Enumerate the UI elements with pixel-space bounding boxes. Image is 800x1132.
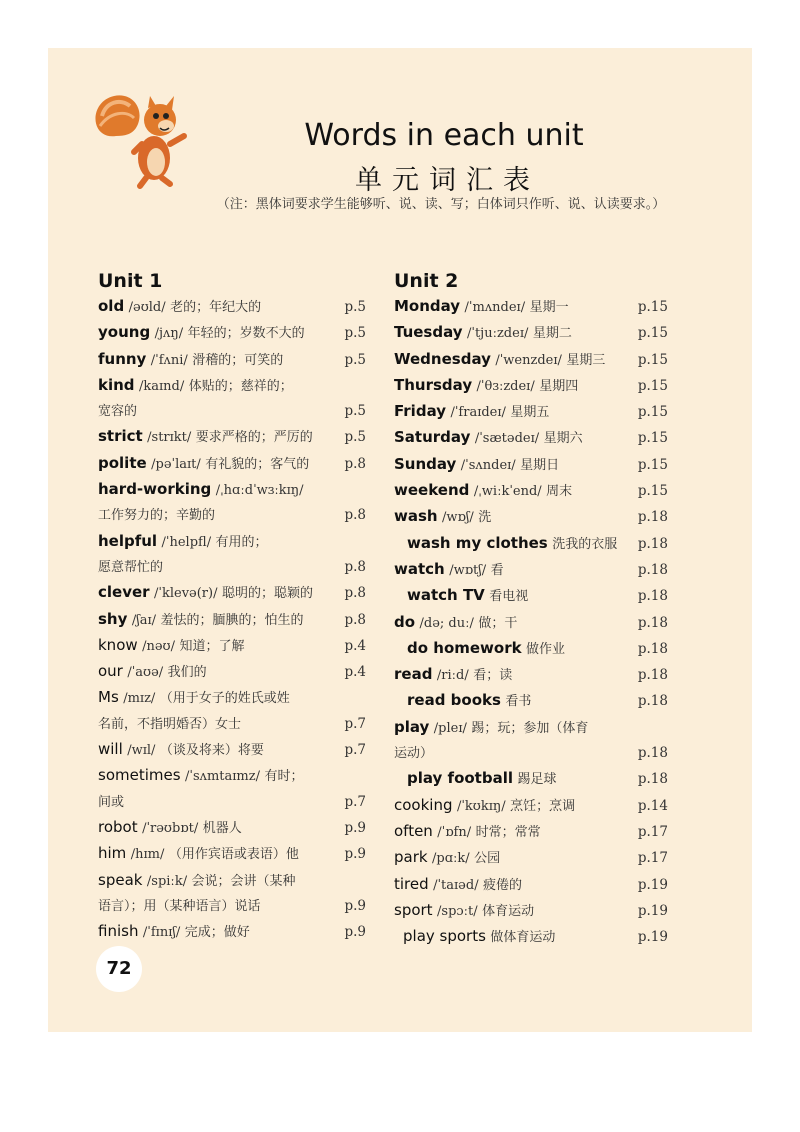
entry-text	[394, 557, 668, 583]
entry-text	[98, 477, 366, 503]
meaning: 星期四	[539, 378, 579, 394]
entry-text	[394, 741, 668, 766]
meaning: 公园	[474, 851, 501, 867]
word-entry	[394, 452, 668, 478]
headword: often	[394, 821, 433, 840]
meaning: 知道；了解	[179, 638, 245, 654]
meaning: 体育运动	[482, 903, 535, 919]
entry-text	[98, 529, 366, 555]
word-entry	[98, 451, 366, 477]
headword: watch TV	[407, 586, 485, 605]
page-ref: p.15	[637, 351, 668, 368]
meaning: 踢；玩；参加（体育	[471, 720, 589, 736]
entry-text	[394, 610, 668, 636]
phonetic: /ˈθɜːzdeɪ/	[476, 378, 535, 394]
page-ref: p.17	[637, 850, 668, 867]
meaning: 看	[490, 562, 504, 578]
headword: park	[394, 848, 428, 867]
page-ref: p.15	[637, 456, 668, 473]
word-entry	[98, 607, 366, 633]
word-entry	[98, 477, 366, 503]
title-english: Words in each unit	[304, 118, 584, 153]
page-ref: p.18	[637, 509, 668, 526]
headword: him	[98, 844, 127, 863]
page-ref: p.14	[637, 797, 668, 814]
entry-text	[98, 424, 366, 450]
meaning: 洗	[478, 510, 492, 526]
meaning: 疲倦的	[483, 877, 523, 893]
page-ref: p.5	[344, 325, 366, 342]
headword: old	[98, 297, 125, 315]
word-entry	[98, 712, 366, 737]
entry-text	[394, 766, 668, 792]
entry-text	[394, 320, 668, 346]
meaning: 运动）	[394, 746, 434, 762]
word-entry	[98, 737, 366, 763]
page-ref: p.15	[637, 299, 668, 315]
phonetic: /ˈaʊə/	[127, 665, 164, 681]
word-entry	[394, 741, 668, 766]
page-ref: p.4	[344, 637, 366, 654]
page-ref: p.8	[344, 507, 366, 524]
page-ref: p.9	[344, 819, 366, 836]
headword: kind	[98, 375, 135, 394]
headword: sometimes	[98, 766, 181, 785]
headword: finish	[98, 922, 139, 941]
entry-text	[98, 399, 366, 424]
page-ref: p.15	[637, 325, 668, 342]
word-entry	[98, 503, 366, 528]
phonetic: /ˈklevə(r)/	[154, 586, 218, 602]
word-entry	[394, 478, 668, 504]
page-ref: p.15	[637, 430, 668, 447]
meaning: 羞怯的；腼腆的；怕生的	[160, 612, 304, 628]
headword: play	[394, 717, 430, 736]
entry-text	[98, 685, 366, 711]
meaning: 星期日	[520, 457, 560, 473]
word-entry	[98, 529, 366, 555]
headword: wash	[394, 507, 438, 526]
page-ref: p.19	[637, 876, 668, 893]
headword: shy	[98, 609, 128, 628]
word-entry	[98, 868, 366, 894]
entry-text	[394, 793, 668, 819]
book-page	[48, 48, 752, 1032]
page-ref: p.7	[344, 715, 366, 732]
phonetic: /ˈrəʊbɒt/	[142, 820, 199, 836]
headword: robot	[98, 817, 138, 836]
headword: strict	[98, 427, 143, 446]
word-entry	[394, 819, 668, 845]
meaning: 踢足球	[517, 772, 557, 788]
entry-text	[98, 580, 366, 606]
page-ref: p.8	[344, 455, 366, 472]
phonetic: /spɔːt/	[437, 903, 478, 919]
word-entry	[394, 294, 668, 320]
page-ref: p.5	[344, 403, 366, 420]
page-ref: p.8	[344, 611, 366, 628]
page-ref: p.18	[637, 561, 668, 578]
entry-text	[394, 347, 668, 373]
word-entry	[98, 685, 366, 711]
meaning: 间或	[98, 794, 125, 810]
phonetic: /wɪl/	[127, 743, 156, 759]
word-entry	[98, 763, 366, 789]
phonetic: /mɪz/	[123, 691, 156, 707]
meaning: 星期三	[566, 352, 606, 368]
word-entry	[98, 841, 366, 867]
headword: Ms	[98, 688, 119, 707]
meaning: 星期一	[529, 300, 569, 315]
page-ref: p.7	[344, 742, 366, 759]
meaning: 做体育运动	[490, 930, 556, 946]
headword: funny	[98, 349, 147, 368]
headword: play football	[407, 769, 513, 788]
meaning: 老的；年纪大的	[170, 300, 262, 315]
headword: sport	[394, 900, 433, 919]
usage-note: （注：黑体词要求学生能够听、说、读、写；白体词只作听、说、认读要求。）	[216, 197, 666, 212]
phonetic: /ˈɒfn/	[437, 824, 472, 840]
meaning: 有礼貌的；客气的	[205, 456, 310, 472]
word-entry	[394, 766, 668, 792]
word-entry	[394, 583, 668, 609]
entry-text	[98, 815, 366, 841]
phonetic: /spiːk/	[146, 873, 188, 889]
meaning: （用于女子的姓氏或姓	[159, 691, 290, 707]
phonetic: /ˈsʌmtaɪmz/	[185, 769, 260, 785]
word-entry	[98, 790, 366, 815]
word-list	[98, 294, 366, 945]
page-ref: p.18	[637, 745, 668, 762]
word-entry	[394, 320, 668, 346]
phonetic: /ˈfraɪdeɪ/	[450, 405, 506, 421]
entry-text	[98, 919, 366, 945]
headword: Monday	[394, 297, 461, 315]
entry-text	[394, 872, 668, 898]
phonetic: /ˈfɪnɪʃ/	[142, 925, 181, 941]
phonetic: /pəˈlaɪt/	[151, 456, 201, 472]
page-ref: p.18	[637, 640, 668, 657]
page-ref: p.17	[637, 823, 668, 840]
headword: read books	[407, 691, 501, 710]
headword: Friday	[394, 402, 447, 421]
entry-text	[98, 451, 366, 477]
headword: weekend	[394, 481, 470, 500]
word-entry	[394, 399, 668, 425]
headword: helpful	[98, 531, 158, 550]
entry-text	[394, 715, 668, 741]
entry-text	[98, 503, 366, 528]
title-chinese: 单元词汇表	[355, 165, 540, 196]
phonetic: /ˈkʊkɪŋ/	[456, 798, 506, 814]
word-entry	[98, 347, 366, 373]
meaning: 愿意帮忙的	[98, 559, 164, 575]
headword: tired	[394, 874, 429, 893]
meaning: 洗我的衣服	[552, 536, 618, 552]
entry-text	[98, 633, 366, 659]
headword: watch	[394, 559, 445, 578]
meaning: 做作业	[526, 641, 566, 657]
word-entry	[394, 610, 668, 636]
headword: hard-working	[98, 480, 212, 499]
unit-heading: Unit 1	[98, 270, 163, 292]
entry-text	[98, 607, 366, 633]
meaning: 机器人	[202, 820, 242, 836]
entry-text	[394, 845, 668, 871]
page-ref: p.5	[344, 429, 366, 446]
unit-2-column	[394, 268, 668, 950]
headword: Sunday	[394, 454, 457, 473]
headword: will	[98, 740, 123, 759]
page-ref: p.18	[637, 693, 668, 710]
headword: clever	[98, 583, 150, 602]
phonetic: /pɑːk/	[432, 851, 470, 867]
word-entry	[98, 919, 366, 945]
phonetic: /ˈsætədeɪ/	[474, 431, 540, 447]
meaning: 看；读	[473, 668, 513, 684]
entry-text	[98, 294, 366, 320]
word-entry	[394, 557, 668, 583]
word-entry	[98, 633, 366, 659]
word-entry	[394, 347, 668, 373]
word-entry	[98, 815, 366, 841]
word-entry	[98, 320, 366, 346]
meaning: 要求严格的；严厉的	[195, 430, 313, 446]
meaning: 体贴的；慈祥的；	[188, 378, 293, 394]
word-entry	[394, 924, 668, 950]
page-ref: p.5	[344, 299, 366, 315]
entry-text	[98, 659, 366, 685]
headword: wash my clothes	[407, 533, 548, 552]
page-ref: p.18	[637, 535, 668, 552]
headword: do homework	[407, 638, 522, 657]
phonetic: /riːd/	[436, 668, 469, 684]
entry-text	[394, 662, 668, 688]
entry-text	[98, 555, 366, 580]
meaning: （谈及将来）将要	[159, 743, 264, 759]
entry-text	[394, 898, 668, 924]
word-entry	[394, 898, 668, 924]
headword: Thursday	[394, 375, 473, 394]
meaning: 看书	[505, 694, 532, 710]
word-entry	[98, 399, 366, 424]
entry-text	[394, 819, 668, 845]
word-entry	[394, 688, 668, 714]
phonetic: /ˈsʌndeɪ/	[460, 457, 516, 473]
meaning: 聪明的；聪颖的	[221, 586, 313, 602]
entry-text	[394, 688, 668, 714]
meaning: 语言）；用（某种语言）说话	[98, 898, 261, 914]
meaning: 滑稽的；可笑的	[192, 352, 284, 368]
page-ref: p.15	[637, 377, 668, 394]
entry-text	[98, 320, 366, 346]
entry-text	[98, 763, 366, 789]
word-entry	[394, 793, 668, 819]
meaning: 工作努力的；辛勤的	[98, 508, 216, 524]
phonetic: /pleɪ/	[433, 720, 467, 736]
word-entry	[394, 845, 668, 871]
page-ref: p.9	[344, 924, 366, 941]
headword: speak	[98, 870, 143, 889]
entry-text	[394, 399, 668, 425]
word-entry	[394, 662, 668, 688]
headword: read	[394, 665, 433, 684]
entry-text	[98, 712, 366, 737]
entry-text	[394, 924, 668, 950]
headword: Tuesday	[394, 323, 463, 342]
page-number: 72	[96, 946, 142, 992]
word-entry	[394, 373, 668, 399]
page-ref: p.9	[344, 897, 366, 914]
phonetic: /hɪm/	[130, 847, 165, 863]
meaning: 名前，不指明婚否）女士	[98, 716, 242, 732]
meaning: 星期六	[543, 431, 583, 447]
word-entry	[98, 294, 366, 320]
word-entry	[98, 555, 366, 580]
page-ref: p.19	[637, 929, 668, 946]
entry-text	[98, 868, 366, 894]
phonetic: /ˌhɑːdˈwɜːkɪŋ/	[215, 483, 304, 499]
headword: polite	[98, 453, 147, 472]
page-ref: p.15	[637, 404, 668, 421]
phonetic: /ˈmʌndeɪ/	[464, 300, 526, 315]
page-ref: p.18	[637, 588, 668, 605]
phonetic: /ˈwenzdeɪ/	[495, 352, 562, 368]
meaning: 周末	[546, 484, 573, 500]
phonetic: /ˈfʌni/	[150, 352, 188, 368]
word-entry	[98, 373, 366, 399]
word-list	[394, 294, 668, 950]
meaning: 我们的	[167, 665, 207, 681]
page-ref: p.19	[637, 902, 668, 919]
meaning: 会说；会讲（某种	[191, 873, 296, 889]
page-ref: p.18	[637, 771, 668, 788]
meaning: 烹饪；烹调	[510, 798, 576, 814]
entry-text	[394, 531, 668, 557]
entry-text	[394, 294, 668, 320]
page-ref: p.8	[344, 585, 366, 602]
word-entry	[394, 715, 668, 741]
phonetic: /ʃaɪ/	[131, 612, 157, 628]
entry-text	[394, 478, 668, 504]
meaning: 有用的；	[215, 534, 268, 550]
meaning: 有时；	[264, 769, 304, 785]
headword: young	[98, 323, 151, 342]
meaning: 星期二	[532, 326, 572, 342]
entry-text	[394, 636, 668, 662]
headword: cooking	[394, 795, 453, 814]
phonetic: /wɒtʃ/	[449, 562, 487, 578]
meaning: 宽容的	[98, 404, 138, 420]
meaning: 年轻的；岁数不大的	[187, 326, 305, 342]
phonetic: /ˈhelpfl/	[161, 534, 212, 550]
word-entry	[98, 659, 366, 685]
phonetic: /nəʊ/	[142, 638, 175, 654]
meaning: （用作宾语或表语）他	[168, 847, 299, 863]
word-entry	[394, 872, 668, 898]
word-entry	[394, 636, 668, 662]
phonetic: /ˈtjuːzdeɪ/	[467, 326, 529, 342]
page-ref: p.18	[637, 667, 668, 684]
entry-text	[98, 737, 366, 763]
entry-text	[98, 790, 366, 815]
entry-text	[394, 373, 668, 399]
phonetic: /jʌŋ/	[154, 326, 184, 342]
entry-text	[98, 347, 366, 373]
phonetic: /əʊld/	[128, 300, 166, 315]
word-entry	[98, 424, 366, 450]
meaning: 时常；常常	[475, 824, 541, 840]
entry-text	[98, 841, 366, 867]
headword: know	[98, 635, 138, 654]
page-ref: p.4	[344, 664, 366, 681]
meaning: 完成；做好	[184, 925, 250, 941]
headword: Saturday	[394, 428, 471, 447]
word-entry	[394, 425, 668, 451]
unit-1-column	[98, 268, 366, 945]
headword: our	[98, 662, 123, 681]
entry-text	[394, 583, 668, 609]
phonetic: /də; duː/	[419, 615, 474, 631]
meaning: 看电视	[489, 589, 529, 605]
meaning: 做；干	[478, 615, 518, 631]
page-ref: p.5	[344, 351, 366, 368]
word-entry	[394, 531, 668, 557]
entry-text	[394, 504, 668, 530]
word-entry	[98, 894, 366, 919]
entry-text	[394, 425, 668, 451]
page-ref: p.7	[344, 793, 366, 810]
page-ref: p.15	[637, 483, 668, 500]
headword: play sports	[403, 927, 486, 946]
unit-heading: Unit 2	[394, 270, 459, 292]
page-ref: p.9	[344, 846, 366, 863]
meaning: 星期五	[510, 405, 550, 421]
phonetic: /kaɪnd/	[139, 378, 185, 394]
phonetic: /wɒʃ/	[442, 510, 474, 526]
headword: Wednesday	[394, 349, 491, 368]
entry-text	[98, 894, 366, 919]
phonetic: /ˈtaɪəd/	[433, 877, 479, 893]
phonetic: /strɪkt/	[147, 430, 192, 446]
page-ref: p.18	[637, 614, 668, 631]
entry-text	[394, 452, 668, 478]
word-entry	[98, 580, 366, 606]
headword: do	[394, 612, 416, 631]
word-entry	[394, 504, 668, 530]
entry-text	[98, 373, 366, 399]
page-ref: p.8	[344, 558, 366, 575]
phonetic: /ˌwiːkˈend/	[473, 484, 542, 500]
